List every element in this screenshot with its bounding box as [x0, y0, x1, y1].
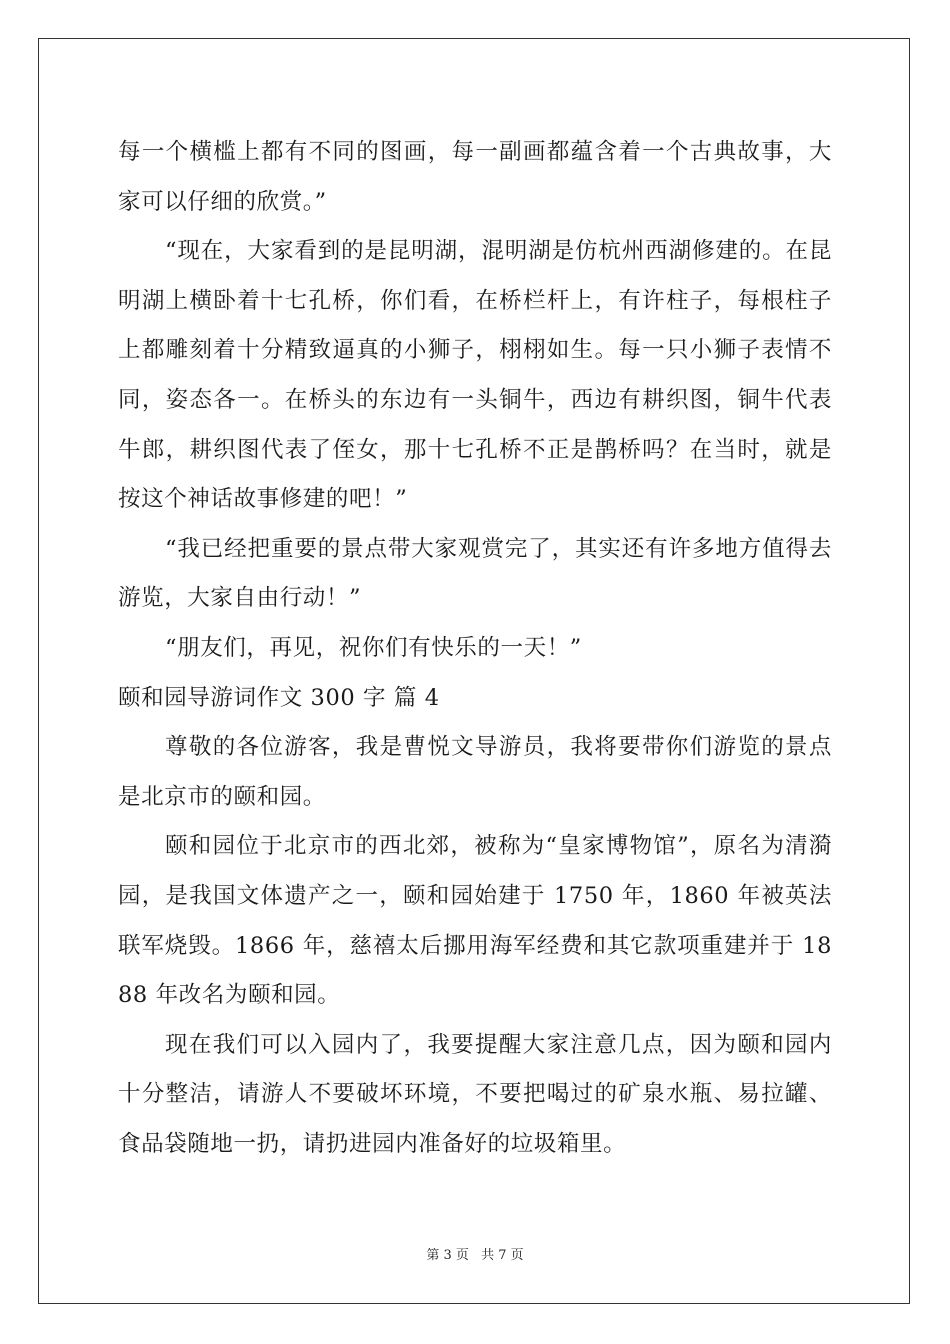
section-heading: 颐和园导游词作文 300 字 篇 4 [118, 684, 440, 711]
paragraph-1: 每一个横槛上都有不同的图画，每一副画都蕴含着一个古典故事，大家可以仔细的欣赏。” [118, 139, 832, 215]
document-body [118, 128, 832, 1169]
paragraph-6: 颐和园位于北京市的西北郊，被称为“皇家博物馆”，原名为清漪园，是我国文体遗产之一，颐和园始建于 1750 年，1860 年被英法联军烧毁。1866 年，慈禧太后挪用海军经费和其它款项重建并于 1888 年改名为颐和园。 [118, 833, 832, 1009]
page-number: 第 3 页 [426, 1248, 469, 1263]
paragraph-2: “现在，大家看到的是昆明湖，混明湖是仿杭州西湖修建的。在昆明湖上横卧着十七孔桥，你们看，在桥栏杆上，有许柱子，每根柱子上都雕刻着十分精致逼真的小狮子，栩栩如生。每一只小狮子表情不同，姿态各一。在桥头的东边有一头铜牛，西边有耕织图，铜牛代表牛郎，耕织图代表了侄女，那十七孔桥不正是鹊桥吗？在当时，就是按这个神话故事修建的吧！” [118, 238, 832, 513]
page-footer [0, 1244, 950, 1263]
paragraph-3: “我已经把重要的景点带大家观赏完了，其实还有许多地方值得去游览，大家自由行动！” [118, 535, 832, 612]
paragraph-4: “朋友们，再见，祝你们有快乐的一天！” [165, 634, 582, 661]
page-total: 共 7 页 [481, 1248, 524, 1263]
paragraph-5: 尊敬的各位游客，我是曹悦文导游员，我将要带你们游览的景点是北京市的颐和园。 [118, 734, 832, 810]
paragraph-7: 现在我们可以入园内了，我要提醒大家注意几点，因为颐和园内十分整洁，请游人不要破坏环境，不要把喝过的矿泉水瓶、易拉罐、食品袋随地一扔，请扔进园内准备好的垃圾箱里。 [118, 1031, 832, 1157]
